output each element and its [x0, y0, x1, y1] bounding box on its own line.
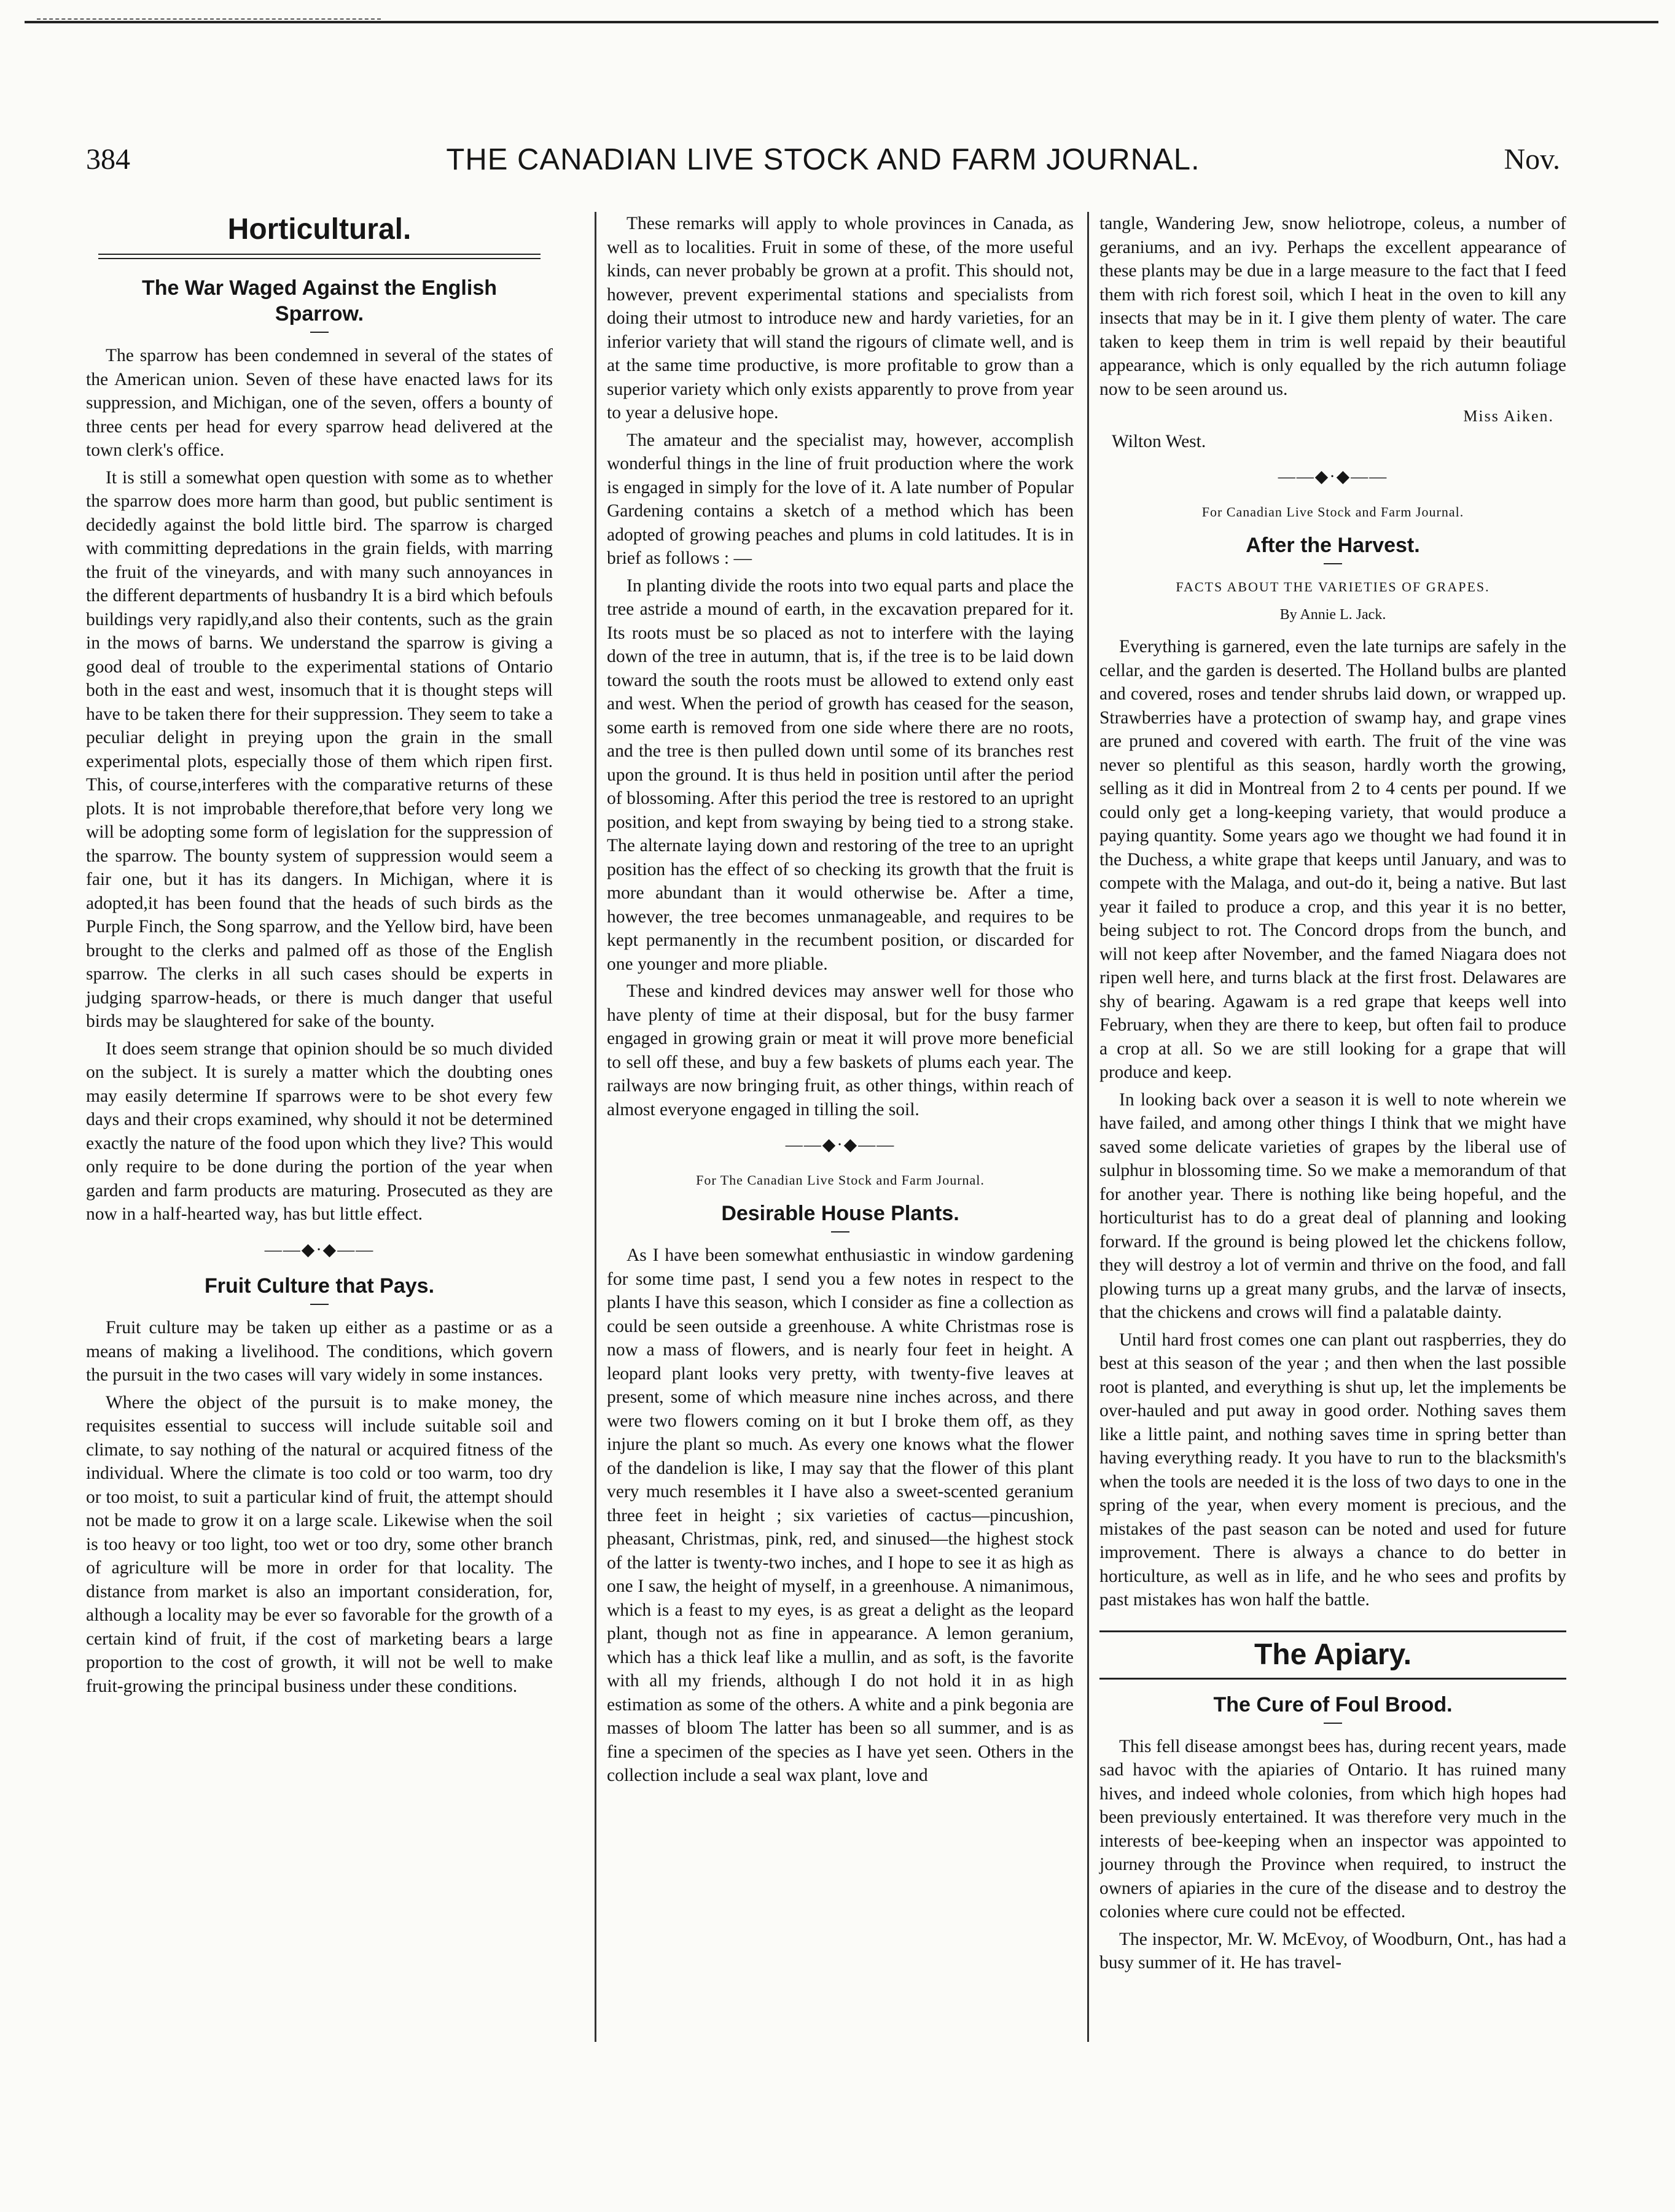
ornament-divider: ——◆·◆—— [785, 1135, 896, 1155]
paragraph: These remarks will apply to whole provinces in Canada, as well as to localities. Fruit in some of these, of the more useful kinds, can never probably be grown at a profit. This should not, however, prevent experimental stations and specialists from doing their utmost to introduce new and hardy varieties, for an inferior variety that will stand the rigours of climate well, and is at the same time productive, is more profitable to grow than a superior variety which only exists apparently to prove from year to year a delusive hope. [607, 214, 1074, 423]
column-2 [607, 212, 1074, 1791]
column-3 [1099, 212, 1566, 1979]
title-dash [1324, 563, 1342, 564]
article-title-house-plants: Desirable House Plants. [721, 1202, 959, 1225]
paragraph: tangle, Wandering Jew, snow heliotrope, coleus, a number of geraniums, and an ivy. Perhaps the excellent appearance of these plants may be due in a large measure to the fact that I feed them with rich forest soil, which I heat in the oven to kill any insects that may be in it. I give them plenty of water. The care taken to keep them in trim is well repaid by their beautiful appearance, which is only equalled by the rich autumn foliage now to be seen around us. [1099, 214, 1566, 399]
column-rule-1 [595, 212, 596, 2042]
paragraph: It is still a somewhat open question with some as to whether the sparrow does more harm than good, but public sentiment is decidedly against the bold little bird. The sparrow is charged with committing depredations in the grain fields, with marring the fruit of the vineyards, and with many such annoyances in the different departments of husbandry It is a bird which befouls buildings very rapidly,and also their contents, such as the grain in the mows of barns. We understand the sparrow is giving a good deal of trouble to the experimental stations of Ontario both in the east and west, insomuch that it is thought steps will have to be taken there for their suppression. They seem to take a peculiar delight in preying upon the grain in the small experimental plots, especially those of them which ripen first. This, of course,interferes with the comparative returns of these plots. It is not improbable therefore,that before very long we will be adopting some form of legislation for the suppression of the sparrow. The bounty system of suppression would seem a fair one, but it has its dangers. In Michigan, where it is adopted,it has been found that the heads of such birds as the Purple Finch, the Song sparrow, and the Yellow bird, have been brought to the clerks and palmed off as those of the English sparrow. The clerks in all such cases should be experts in judging sparrow-heads, or there is much danger that useful birds may be slaughtered for sake of the bounty. [86, 467, 553, 1031]
article-title-sparrow: The War Waged Against the English Sparrow. [141, 276, 498, 325]
byline: By Annie L. Jack. [1279, 606, 1386, 623]
paragraph: These and kindred devices may answer well for those who have plenty of time at their disposal, but for the busy farmer engaged in growing grain or meat it will prove more beneficial to sell off these, and buy a few baskets of plums each year. The railways are now bringing fruit, as other things, within reach of almost everyone engaged in tilling the soil. [607, 981, 1074, 1120]
section-heading-apiary: The Apiary. [1254, 1638, 1412, 1671]
paragraph: It does seem strange that opinion should be so much divided on the subject. It is surely a matter which the doubting ones may easily determine If sparrows were to be shot every few days and their crops examined, why should it not be determined exactly the nature of the food upon which they live? This would only require to be done during the portion of the year when garden and farm products are maturing. Prosecuted as they are now in a half-hearted way, has but little effect. [86, 1038, 553, 1224]
title-dash [310, 332, 329, 333]
paragraph: Where the object of the pursuit is to make money, the requisites essential to success will include suitable soil and climate, to say nothing of the natural or acquired fitness of the individual. Where the climate is too cold or too warm, too dry or too moist, to suit a particular kind of fruit, the attempt should not be made to grow it on a large scale. Likewise when the soil is too heavy or too light, too wet or too dry, some other branch of agriculture will be more in order for that locality. The distance from market is also an important consideration, for, although a locality may be ever so favorable for the growth of a certain kind of fruit, if the cost of marketing bears a large proportion to the cost of growth, it will not be well to make fruit-growing the principal business under these conditions. [86, 1392, 553, 1696]
paragraph: Until hard frost comes one can plant out raspberries, they do best at this season of the year ; and then when the last possible root is planted, and everything is shut up, let the implements be over-hauled and put away in good order. Nothing saves them like a little paint, and nothing saves time in spring better than having everything ready. It you have to run to the blacksmith's when the tools are needed it is the loss of two days to one in the spring of the year, when every moment is precious, and the mistakes of the past season can be noted and used for future improvement. There is always a chance to do better in horticulture, as well as in life, and he who sees and profits by past mistakes has won half the battle. [1099, 1330, 1566, 1610]
title-dash [310, 1304, 329, 1305]
page-number: 384 [86, 143, 130, 176]
title-dash [1324, 1723, 1342, 1724]
issue-month: Nov. [1504, 143, 1560, 176]
article-subtitle: FACTS ABOUT THE VARIETIES OF GRAPES. [1176, 579, 1490, 594]
contributor-credit: For Canadian Live Stock and Farm Journal. [1201, 504, 1464, 520]
paragraph: As I have been somewhat enthusiastic in window gardening for some time past, I send you a few notes in respect to the plants I have this season, which I consider as fine a collection as could be seen outside a greenhouse. A white Christmas rose is now a mass of flowers, and is nearly four feet in height. A leopard plant looks very pretty, with twenty-five leaves at present, some of which measure nine inches across, and there were two flowers coming on it but I broke them off, as they injure the plant so much. As every one knows what the flower of the dandelion is like, I may say that the flower of this plant very much resembles it I have also a sweet-scented geranium three feet in height ; six varieties of cactus—pincushion, pheasant, Christmas, pink, red, and sinused—the highest stock of the latter is twenty-two inches, and I hope to see it as high as one I saw, the height of myself, in a greenhouse. A nimanimous, which is a feast to my eyes, is as great a delight as the leopard plant, though not as fine in appearance. A lemon geranium, which has a thick leaf like a mullin, and as soft, is the favorite with all my friends, although I do not hold it in as high estimation as some of the others. A white and a pink begonia are masses of bloom The latter has been so all summer, and is as fine a specimen of the species as I have yet seen. Others in the collection include a seal wax plant, love and [607, 1245, 1074, 1785]
article-title-fruit-culture: Fruit Culture that Pays. [204, 1274, 435, 1298]
journal-title: THE CANADIAN LIVE STOCK AND FARM JOURNAL. [446, 143, 1200, 176]
ornament-divider: ——◆·◆—— [1278, 467, 1388, 486]
paragraph: In looking back over a season it is well to note wherein we have failed, and among other things I think that we might have saved some delicate varieties of grapes by the liberal use of sulphur in blossoming time. So we make a memorandum of that for another year. There is nothing like being hopeful, and the horticulturist has to do a great deal of planning and looking forward. If the ground is being plowed let the chickens follow, they will destroy a lot of vermin and thrive on the food, and fall plowing turns up a great many grubs, and the larvæ of insects, that the chickens and crows will find a palatable dainty. [1099, 1089, 1566, 1322]
author-signature: Miss Aiken. [1463, 407, 1554, 425]
paragraph: In planting divide the roots into two equal parts and place the tree astride a mound of earth, in the excavation prepared for it. Its roots must be so placed as not to interfere with the laying down of the tree in autumn, that is, if the tree is to be laid down toward the south the roots must be allowed to extend only east and west. When the period of growth has ceased for the season, some earth is removed from one side where there are no roots, and the tree is then pulled down until some of its branches rest upon the ground. It is thus held in position until after the period of blossoming. After this period the tree is restored to an upright position, and kept from swaying by being tied to a strong stake. The alternate laying down and restoring of the tree to an upright position has the effect of so checking its growth that the fruit is more abundant than it would otherwise be. After a time, however, the tree becomes unmanageable, and requires to be kept permanently in the recumbent position, or discarded for one younger and more pliable. [607, 575, 1074, 974]
ornament-divider: ——◆·◆—— [264, 1240, 375, 1260]
section-heading-horticultural: Horticultural. [227, 213, 412, 246]
column-1 [86, 212, 553, 1702]
paragraph: The amateur and the specialist may, however, accomplish wonderful things in the line of fruit production where the work is engaged in simply for the love of it. A late number of Popular Gardening contains a sketch of a method which has been adopted of growing peaches and plums in cold latitudes. It is in brief as follows : — [607, 430, 1074, 568]
article-title-after-harvest: After the Harvest. [1246, 534, 1420, 557]
paragraph: The inspector, Mr. W. McEvoy, of Woodburn, Ont., has had a busy summer of it. He has travel- [1099, 1929, 1566, 1972]
paragraph: Everything is garnered, even the late turnips are safely in the cellar, and the garden is deserted. The Holland bulbs are planted and covered, roses and tender shrubs laid down, or wrapped up. Strawberries have a protection of swamp hay, and grape vines are pruned and covered with earth. The fruit of the vine was never so plentiful as this season, hardly worth the growing, selling as it did in Montreal from 2 to 4 cents per pound. If we could only get a long-keeping variety, that would produce a paying quantity. Some years ago we thought we had found it in the Duchess, a white grape that keeps until January, and was to compete with the Malaga, and out-do it, being a native. But last year it failed to produce a crop, and this year it is no better, being subject to rot. The Concord drops from the bunch, and will not keep after November, and the famed Niagara does not ripen well here, and turns black at the first frost. Delawares are shy of bearing. Agawam is a red grape that keeps well into February, when they are there to keep, but often fail to produce a crop at all. So we are still looking for a grape that will produce and keep. [1099, 637, 1566, 1082]
author-place: Wilton West. [1112, 431, 1206, 451]
paragraph: This fell disease amongst bees has, during recent years, made sad havoc with the apiaries of Ontario. It has ruined many hives, and indeed whole colonies, from which high hopes had been previously entertained. It was therefore very much in the interests of bee-keeping when an inspector was appointed to journey through the Province when required, to instruct the owners of apiaries in the cure of the disease and to destroy the colonies where cure could not be effected. [1099, 1736, 1566, 1922]
title-dash [831, 1231, 849, 1233]
article-title-foul-brood: The Cure of Foul Brood. [1213, 1692, 1453, 1716]
page-header [86, 142, 1560, 185]
top-border-rule [25, 21, 1658, 23]
column-rule-2 [1087, 212, 1089, 2042]
double-rule [98, 254, 541, 259]
contributor-credit: For The Canadian Live Stock and Farm Journal. [696, 1172, 985, 1188]
section-box-apiary [1099, 1630, 1566, 1680]
paragraph: Fruit culture may be taken up either as a pastime or as a means of making a livelihood. The conditions, which govern the pursuit in the two cases will vary widely in some instances. [86, 1318, 553, 1385]
paragraph: The sparrow has been condemned in several of the states of the American union. Seven of these have enacted laws for its suppression, and Michigan, one of the seven, offers a bounty of three cents per head for every sparrow head delivered at the town clerk's office. [86, 346, 553, 460]
